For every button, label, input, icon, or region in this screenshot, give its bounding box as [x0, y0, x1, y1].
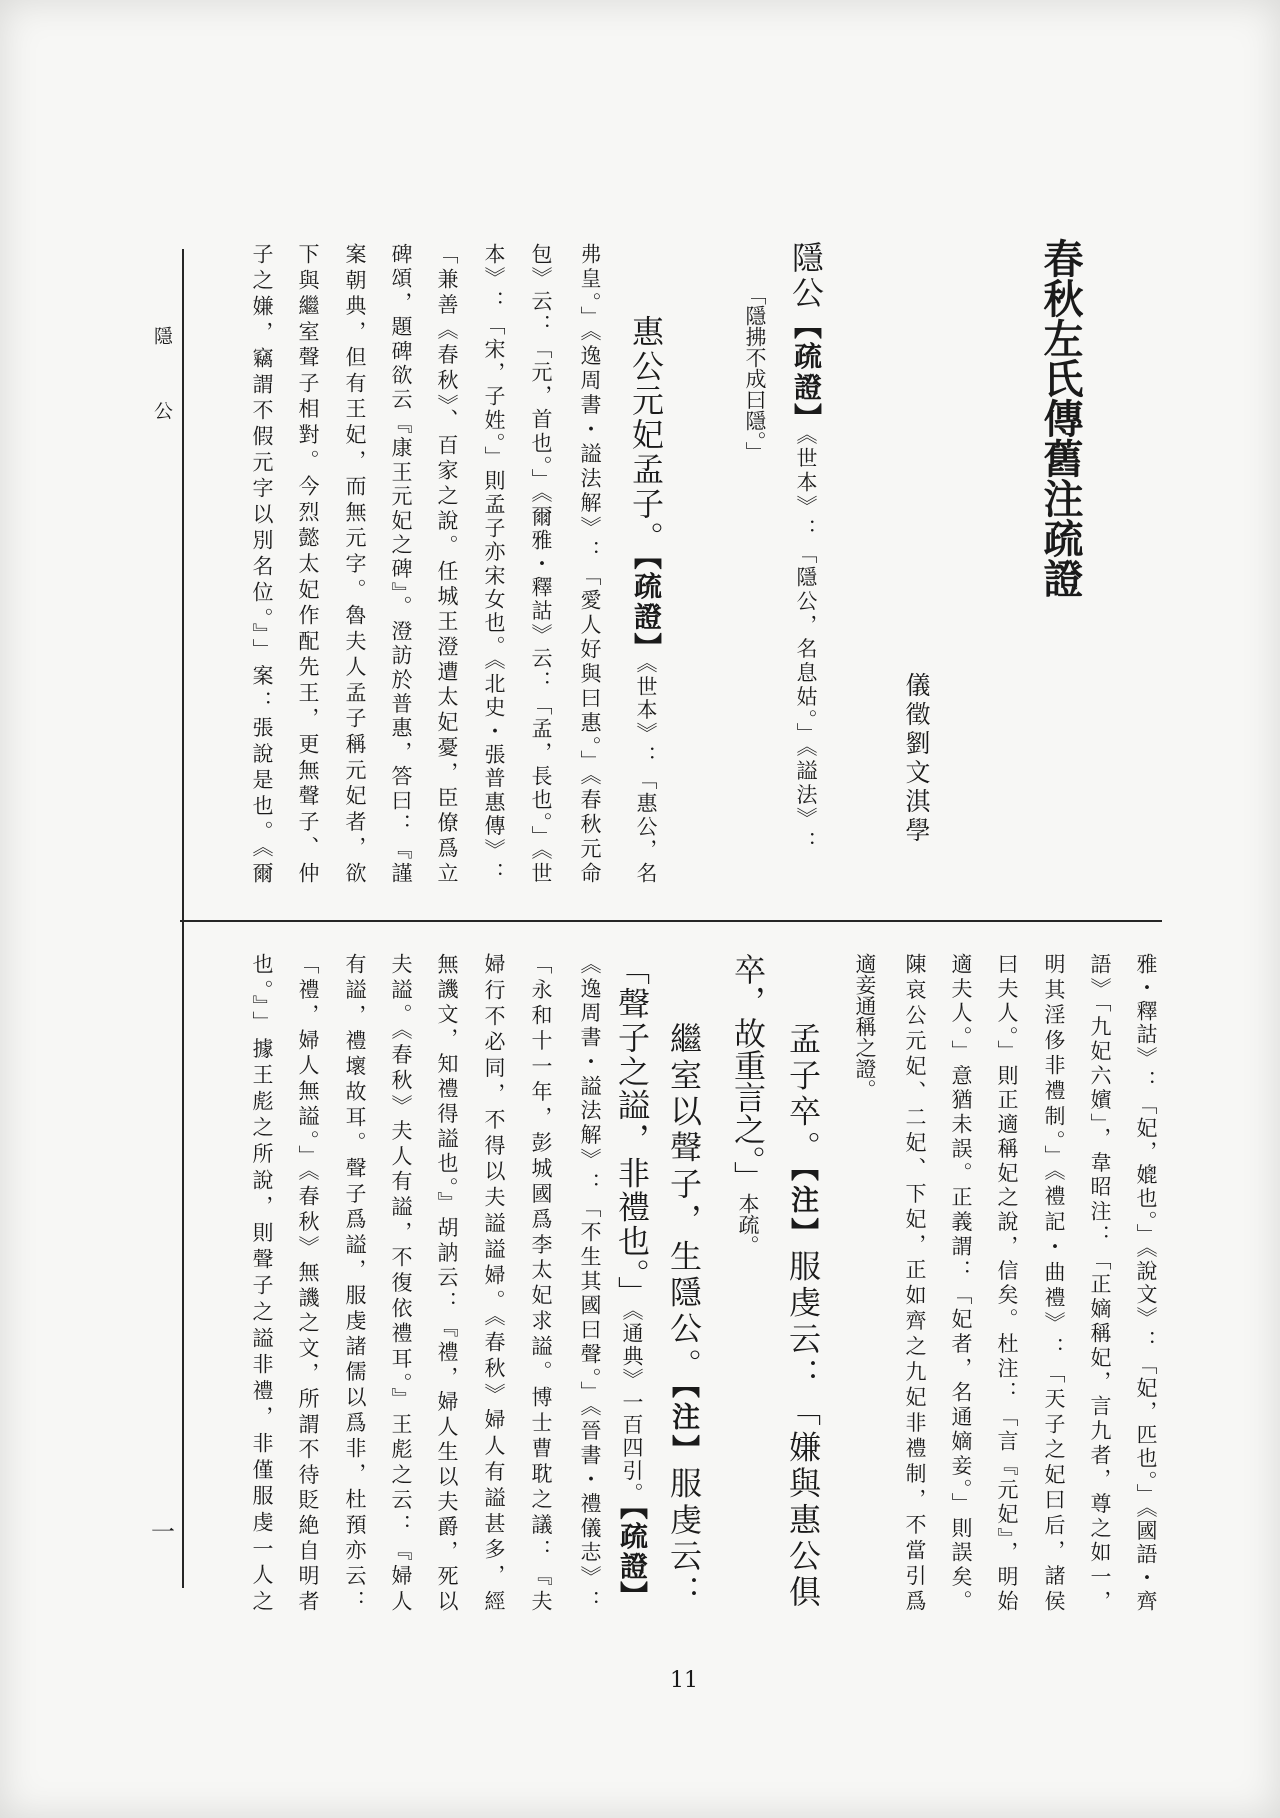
lower-column: [1040, 953, 1066, 1611]
commentary-text: 明其淫侈非禮制。」《禮記・曲禮》：「天子之妃曰后，諸侯: [1042, 953, 1066, 1611]
commentary-text: 本疏。: [736, 1193, 760, 1256]
running-head: 隱公: [151, 326, 173, 476]
upper-column: [294, 243, 320, 883]
lower-column: [576, 953, 602, 1611]
lower-column: [387, 953, 413, 1611]
main-text: 惠公元妃孟子。: [627, 315, 665, 556]
upper-column: [341, 243, 367, 883]
upper-column: [248, 243, 274, 883]
commentary-text: 婦行不必同，不得以夫謚謚婦。《春秋》婦人有謚甚多，經: [482, 953, 506, 1611]
commentary-label: 【注】: [668, 1383, 701, 1467]
vertical-rule: [182, 249, 184, 1588]
commentary-label: 【疏證】: [616, 1505, 649, 1610]
upper-column: [387, 243, 413, 883]
commentary-text: 《世本》：「惠公，名: [634, 662, 658, 884]
lower-column: [729, 953, 767, 1256]
lower-column: [433, 953, 459, 1611]
lower-column: [248, 953, 274, 1611]
commentary-text: 「禮，婦人無謚。」《春秋》無譏之文，所謂不待貶絶自明者: [296, 953, 320, 1611]
main-text: 隱公: [787, 241, 825, 311]
lower-column: [527, 953, 553, 1611]
upper-column: [787, 241, 825, 852]
author-line: 儀徵劉文淇學: [902, 672, 931, 846]
lower-column: [294, 953, 320, 1611]
main-text: 孟子卒。: [784, 1022, 822, 1167]
commentary-text: 案朝典，但有王妃，而無元字。魯夫人孟子稱元妃者，欲: [343, 243, 367, 883]
upper-column: [480, 243, 506, 883]
upper-column: [433, 243, 459, 883]
lower-column: [665, 1022, 703, 1607]
book-title: 春秋左氏傳舊注疏證: [1037, 238, 1084, 598]
commentary-text: 「兼善《春秋》、百家之說。任城王澄遭太妃憂，臣僚爲立: [435, 243, 459, 883]
commentary-text: 有謚，禮壞故耳。聲子爲謚，服虔諸儒以爲非，杜預亦云：: [343, 953, 367, 1611]
lower-column: [851, 953, 877, 1100]
commentary-text: 子之嫌，竊謂不假元字以別名位。』」案：張說是也。《爾: [250, 243, 274, 883]
upper-column: [741, 284, 767, 463]
upper-column: [527, 243, 553, 883]
lower-column: [947, 953, 973, 1611]
main-text: 服虔云：: [665, 1466, 703, 1607]
lower-column: [784, 1022, 822, 1607]
main-text: 服虔云：「嫌與惠公俱: [784, 1249, 822, 1607]
commentary-text: 適妾通稱之證。: [853, 953, 877, 1100]
main-text: 卒，故重言之。」: [729, 953, 767, 1193]
main-text: 繼室以聲子，生隱公。: [665, 1022, 703, 1384]
commentary-text: 下與繼室聲子相對。今烈懿太妃作配先王，更無聲子、仲: [296, 243, 320, 883]
lower-column: [341, 953, 367, 1611]
lower-column: [1132, 953, 1158, 1611]
lower-column: [480, 953, 506, 1611]
commentary-text: 無譏文，知禮得謚也。』胡訥云：『禮，婦人生以夫爵，死以: [435, 953, 459, 1611]
commentary-text: 弗皇。」《逸周書・謚法解》：「愛人好與曰惠。」《春秋元命: [578, 243, 602, 883]
commentary-text: 《通典》一百四引。: [620, 1309, 644, 1506]
commentary-text: 雅・釋詁》：「妃，媲也。」《說文》：「妃，匹也。」《國語・齊: [1134, 953, 1158, 1611]
commentary-text: 本》：「宋，子姓。」則孟子亦宋女也。《北史・張普惠傳》：: [482, 243, 506, 883]
main-text: 「聲子之謚，非禮也。」: [613, 953, 651, 1310]
commentary-text: 適夫人。」意猶未誤。正義謂：「妃者，名通嫡妾。」則誤矣。: [949, 953, 973, 1611]
commentary-text: 《逸周書・謚法解》：「不生其國曰聲。」《晉書・禮儀志》：: [578, 953, 602, 1611]
lower-column: [993, 953, 1019, 1611]
commentary-text: 陳哀公元妃、二妃、下妃，正如齊之九妃非禮制，不當引爲: [903, 953, 927, 1611]
commentary-text: 包》云：「元，首也。」《爾雅・釋詁》云：「孟，長也。」《世: [529, 243, 553, 883]
folio-numeral: 一: [151, 1518, 175, 1546]
commentary-text: 「永和十一年，彭城國爲李太妃求謚。博士曹耽之議：『夫: [529, 953, 553, 1611]
commentary-label: 【注】: [787, 1166, 820, 1250]
commentary-text: 《世本》：「隱公，名息姑。」《謚法》：: [794, 433, 818, 852]
upper-column: [627, 315, 665, 883]
lower-column: [1086, 953, 1112, 1611]
horizontal-rule: [180, 920, 1162, 922]
commentary-label: 【疏證】: [790, 310, 823, 434]
page-number: 11: [670, 1668, 698, 1693]
commentary-text: 也。』」據王彪之所說，則聲子之謚非禮，非僅服虔一人之: [250, 953, 274, 1611]
commentary-text: 語》「九妃六嬪」，韋昭注：「正嫡稱妃，言九者，尊之如一，: [1088, 953, 1112, 1611]
upper-column: [576, 243, 602, 883]
lower-column: [613, 953, 651, 1609]
lower-column: [901, 953, 927, 1611]
commentary-text: 夫謚。《春秋》夫人有謚，不復依禮耳。』王彪之云：『婦人: [389, 953, 413, 1611]
commentary-label: 【疏證】: [630, 555, 663, 663]
commentary-text: 碑頌，題碑欲云『康王元妃之碑』。澄訪於普惠，答曰：『謹: [389, 243, 413, 883]
commentary-text: 「隱拂不成曰隱。」: [743, 284, 767, 463]
commentary-text: 曰夫人。」則正適稱妃之說，信矣。杜注：「言『元妃』，明始: [995, 953, 1019, 1611]
